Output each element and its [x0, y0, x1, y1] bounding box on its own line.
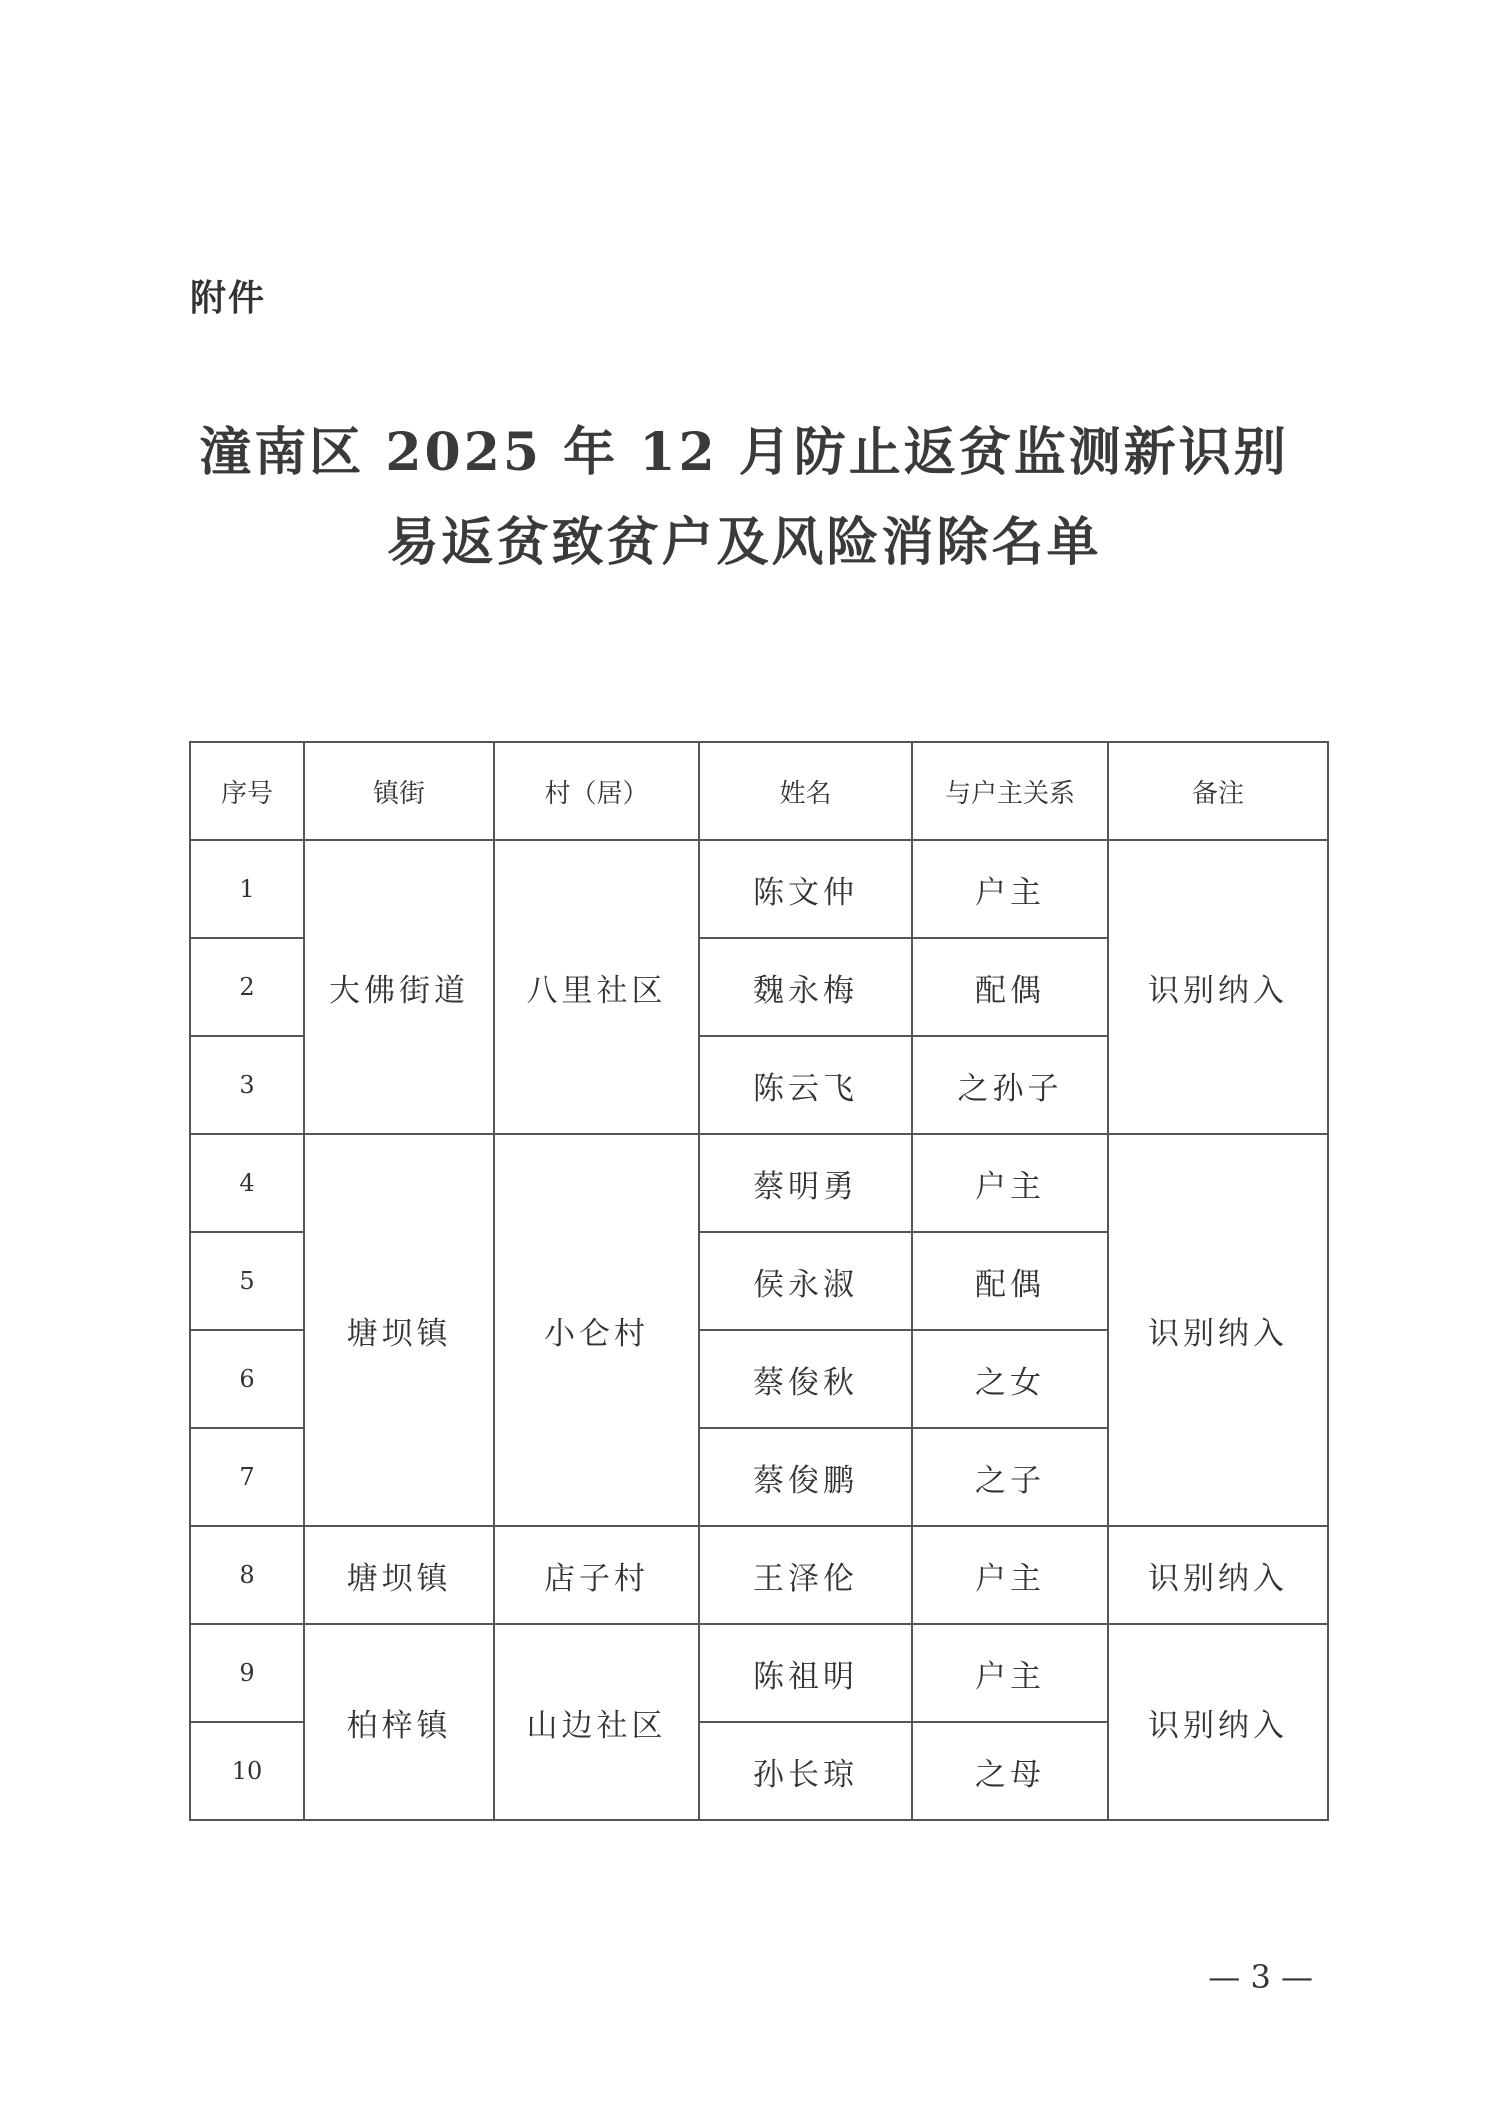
- attachment-label: 附件: [190, 278, 267, 319]
- table-row: [190, 1624, 1328, 1722]
- document-title-line-2: 易返贫致贫户及风险消除名单: [386, 512, 1102, 573]
- relation-cell: 之孙子: [912, 1036, 1108, 1134]
- name-cell: 蔡明勇: [699, 1134, 912, 1232]
- table-header-row: [190, 742, 1328, 840]
- name-cell: 蔡俊秋: [699, 1330, 912, 1428]
- header-name: 姓名: [699, 742, 912, 840]
- remark-cell: 识别纳入: [1108, 1624, 1328, 1820]
- village-cell: 八里社区: [494, 840, 699, 1134]
- seq-cell: 4: [190, 1134, 304, 1232]
- seq-cell: 3: [190, 1036, 304, 1134]
- name-cell: 孙长琼: [699, 1722, 912, 1820]
- seq-cell: 8: [190, 1526, 304, 1624]
- header-town: 镇街: [304, 742, 494, 840]
- header-relation: 与户主关系: [912, 742, 1108, 840]
- name-cell: 王泽伦: [699, 1526, 912, 1624]
- relation-cell: 之女: [912, 1330, 1108, 1428]
- seq-cell: 2: [190, 938, 304, 1036]
- header-remark: 备注: [1108, 742, 1328, 840]
- town-cell: 柏梓镇: [304, 1624, 494, 1820]
- table-row: [190, 1526, 1328, 1624]
- seq-cell: 6: [190, 1330, 304, 1428]
- town-cell: 塘坝镇: [304, 1526, 494, 1624]
- remark-cell: 识别纳入: [1108, 840, 1328, 1134]
- document-title-line-1: 潼南区 2025 年 12 月防止返贫监测新识别: [199, 422, 1289, 483]
- relation-cell: 之子: [912, 1428, 1108, 1526]
- remark-cell: 识别纳入: [1108, 1526, 1328, 1624]
- village-cell: 店子村: [494, 1526, 699, 1624]
- seq-cell: 5: [190, 1232, 304, 1330]
- remark-cell: 识别纳入: [1108, 1134, 1328, 1526]
- name-cell: 蔡俊鹏: [699, 1428, 912, 1526]
- village-cell: 小仑村: [494, 1134, 699, 1526]
- relation-cell: 配偶: [912, 1232, 1108, 1330]
- relation-cell: 户主: [912, 1134, 1108, 1232]
- relation-cell: 户主: [912, 1624, 1108, 1722]
- header-village: 村（居）: [494, 742, 699, 840]
- name-cell: 陈文仲: [699, 840, 912, 938]
- town-cell: 大佛街道: [304, 840, 494, 1134]
- relation-cell: 之母: [912, 1722, 1108, 1820]
- seq-cell: 10: [190, 1722, 304, 1820]
- table-row: [190, 840, 1328, 938]
- page-number: — 3 —: [1208, 1958, 1313, 1996]
- roster-table: [189, 741, 1329, 1821]
- relation-cell: 配偶: [912, 938, 1108, 1036]
- name-cell: 陈祖明: [699, 1624, 912, 1722]
- seq-cell: 1: [190, 840, 304, 938]
- name-cell: 陈云飞: [699, 1036, 912, 1134]
- relation-cell: 户主: [912, 840, 1108, 938]
- seq-cell: 7: [190, 1428, 304, 1526]
- header-seq: 序号: [190, 742, 304, 840]
- seq-cell: 9: [190, 1624, 304, 1722]
- name-cell: 魏永梅: [699, 938, 912, 1036]
- table-row: [190, 1134, 1328, 1232]
- name-cell: 侯永淑: [699, 1232, 912, 1330]
- village-cell: 山边社区: [494, 1624, 699, 1820]
- relation-cell: 户主: [912, 1526, 1108, 1624]
- town-cell: 塘坝镇: [304, 1134, 494, 1526]
